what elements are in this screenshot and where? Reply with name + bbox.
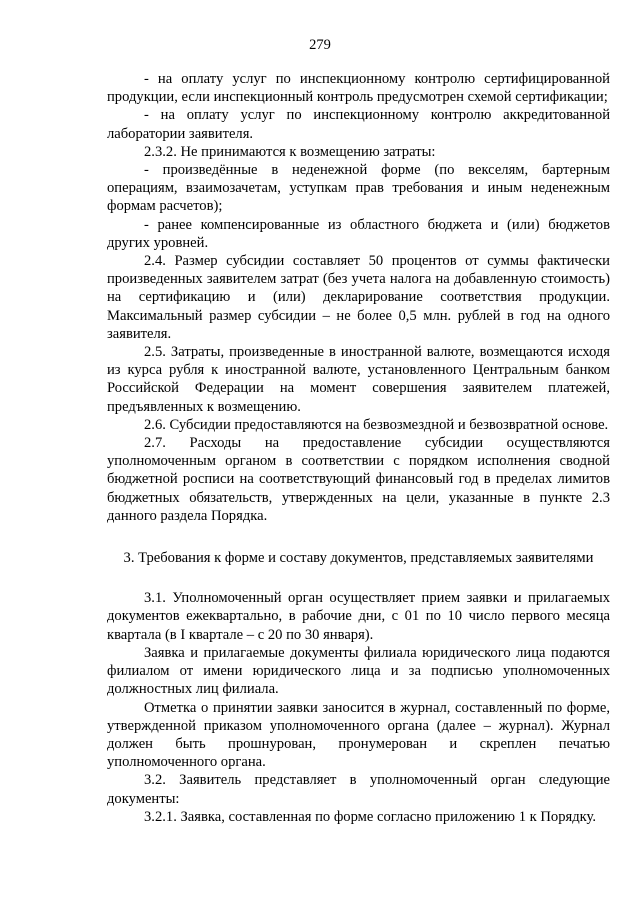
paragraph: - произведённые в неденежной форме (по векселям, бартерным операциям, взаимозачетам, уступкам прав требования и иным неденежным формам расчетов); <box>107 162 610 215</box>
paragraph: 3.2. Заявитель представляет в уполномоченный орган следующие документы: <box>107 772 610 807</box>
paragraph: 2.3.2. Не принимаются к возмещению затраты: <box>144 143 436 160</box>
paragraph: 3.2.1. Заявка, составленная по форме согласно приложению 1 к Порядку. <box>144 808 597 825</box>
paragraph: - на оплату услуг по инспекционному контролю сертифицированной продукции, если инспекционный контроль предусмотрен схемой сертификации; <box>107 71 610 106</box>
paragraph: 3.1. Уполномоченный орган осуществляет прием заявки и прилагаемых документов ежеквартально, в рабочие дни, с 01 по 10 число первого месяца квартала (в I квартале – с 20 по 30 января). <box>107 590 610 643</box>
paragraph: 2.6. Субсидии предоставляются на безвозмездной и безвозвратной основе. <box>144 416 609 433</box>
paragraph: Отметка о принятии заявки заносится в журнал, составленный по форме, утвержденной приказом уполномоченного органа (далее – журнал). Журнал должен быть прошнурован, пронумерован и скреплен печатью уполномоченного органа. <box>107 699 610 771</box>
paragraph: - на оплату услуг по инспекционному контролю аккредитованной лаборатории заявителя. <box>107 107 610 142</box>
paragraph: Заявка и прилагаемые документы филиала юридического лица подаются филиалом от имени юридического лица и за подписью уполномоченных должностных лиц филиала. <box>107 644 610 698</box>
section-heading: 3. Требования к форме и составу документов, представляемых заявителями <box>123 550 594 567</box>
page-number: 279 <box>309 37 331 53</box>
paragraph: 2.7. Расходы на предоставление субсидии осуществляются уполномоченным органом в соответствии с порядком исполнения сводной бюджетной росписи на соответствующий финансовый год в пределах лимитов бюджетных обязательств, утвержденных на цели, указанные в пункте 2.3 данного раздела Порядка. <box>107 435 610 524</box>
paragraph: - ранее компенсированные из областного бюджета и (или) бюджетов других уровней. <box>107 216 610 251</box>
paragraph: 2.5. Затраты, произведенные в иностранной валюте, возмещаются исходя из курса рубля к иностранной валюте, установленного Центральным банком Российской Федерации на момент совершения заявителем платежей, предъявленных к возмещению. <box>107 344 610 415</box>
document-body <box>107 70 610 826</box>
paragraph: 2.4. Размер субсидии составляет 50 процентов от суммы фактически произведенных заявителем затрат (без учета налога на добавленную стоимость) на сертификацию и (или) декларирование соответствия продукции. Максимальный размер субсидии – не более 0,5 млн. рублей в год на одного заявителя. <box>107 253 610 342</box>
